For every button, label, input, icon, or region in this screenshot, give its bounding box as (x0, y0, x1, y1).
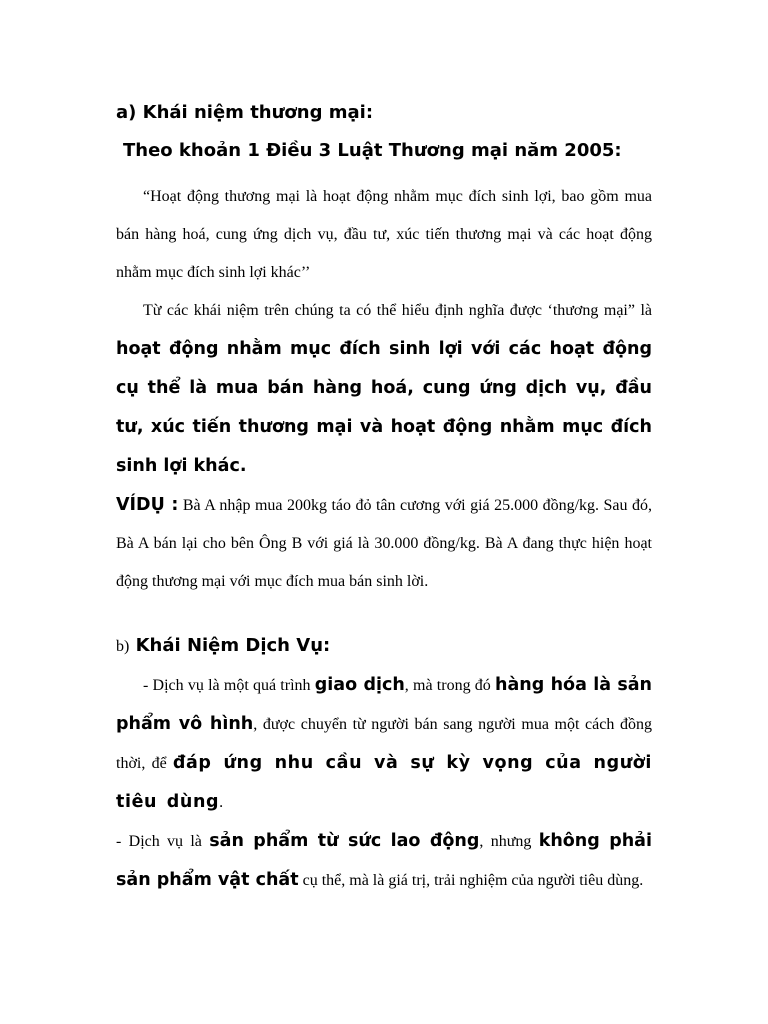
section-a-heading: a) Khái niệm thương mại: (116, 102, 374, 123)
emphasis-run: hàng hóa là sản phẩm vô hình (116, 675, 652, 734)
text-run: , mà trong đó (404, 677, 496, 694)
definition-emphasis: hoạt động nhằm mục đích sinh lợi với các hoạt động cụ thể là mua bán hàng hoá, cung ứng dịch vụ, đầu tư, xúc tiến thương mại và hoạt động nhằm mục đích sinh lợi khác. (116, 339, 652, 476)
example-text: Bà A nhập mua 200kg táo đỏ tân cương với giá 25.000 đồng/kg. Sau đó, Bà A bán lại cho bên Ông B với giá là 30.000 đồng/kg. Bà A đang thực hiện hoạt động thương mại với mục đích mua bán sinh lời. (116, 497, 653, 590)
definition-intro: Từ các khái niệm trên chúng ta có thể hiểu định nghĩa được ‘thương mại” là (143, 302, 652, 319)
example-label: VÍDỤ : (116, 495, 179, 515)
example-paragraph (116, 486, 652, 601)
text-run: . (219, 794, 224, 811)
section-b-title: Khái Niệm Dịch Vụ: (129, 635, 331, 656)
law-quote-paragraph: “Hoạt động thương mại là hoạt động nhằm mục đích sinh lợi, bao gồm mua bán hàng hoá, cung ứng dịch vụ, đầu tư, xúc tiến thương mại và các hoạt động nhằm mục đích sinh lợi khác’’ (116, 188, 652, 281)
text-run: - Dịch vụ là một quá trình (143, 677, 315, 694)
service-definition-paragraph-1 (116, 666, 652, 822)
definition-paragraph (116, 292, 652, 486)
emphasis-run: giao dịch (314, 675, 405, 695)
text-run: - Dịch vụ là (116, 833, 210, 850)
emphasis-run: sản phẩm từ sức lao động (209, 831, 480, 851)
text-run: , nhưng (479, 833, 539, 850)
emphasis-run: đáp ứng nhu cầu và sự kỳ vọng của người tiêu dùng (116, 753, 653, 812)
law-reference-heading: Theo khoản 1 Điều 3 Luật Thương mại năm 2005: (123, 140, 622, 161)
emphasis-run: không phải sản phẩm vật chất (116, 831, 652, 890)
document-body (116, 96, 652, 900)
section-b-heading (116, 627, 652, 666)
section-b-label: b) (116, 638, 130, 655)
service-definition-paragraph-2 (116, 822, 652, 900)
text-run: , được chuyển từ người bán sang người mua một cách đồng thời, để (116, 716, 652, 772)
text-run: cụ thể, mà là giá trị, trải nghiệm của người tiêu dùng. (298, 872, 644, 889)
